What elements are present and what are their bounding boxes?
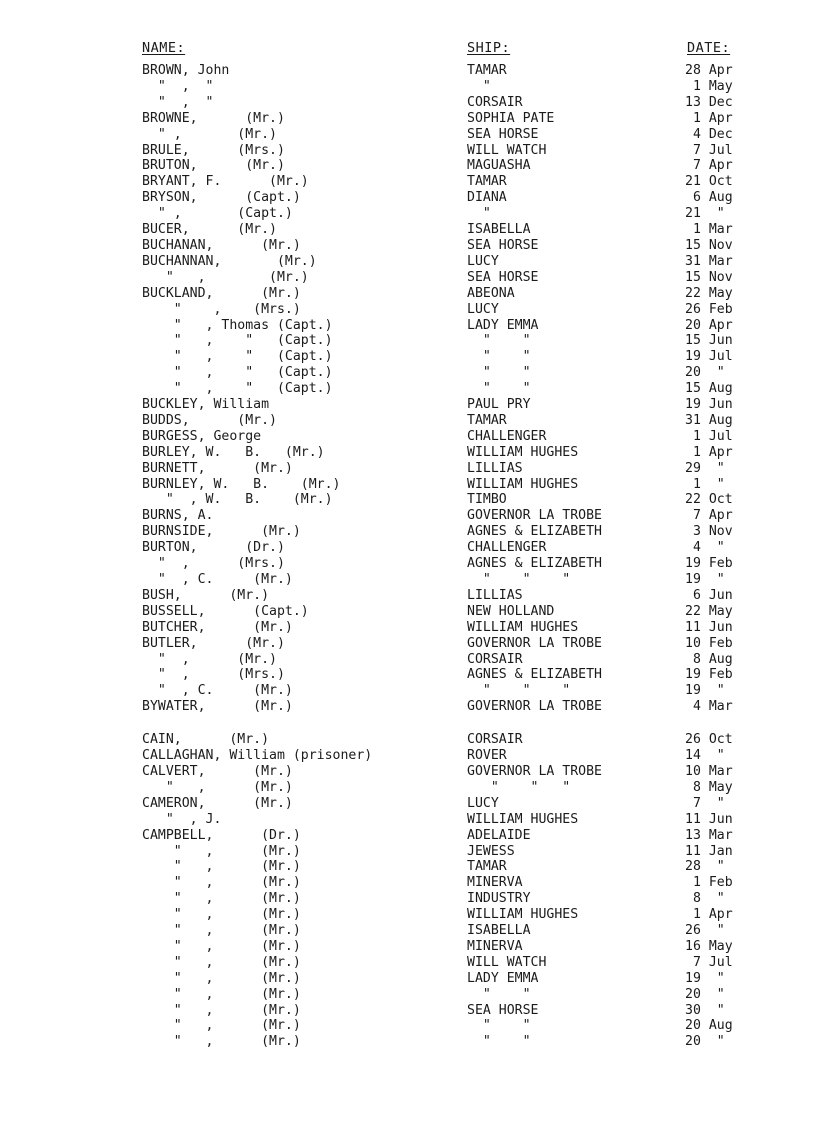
- passenger-name: " , (Mr.): [142, 1018, 301, 1034]
- ship-name: ": [467, 78, 491, 94]
- ship-name: WILLIAM HUGHES: [467, 619, 579, 635]
- arrival-date: 28 ": [685, 859, 725, 875]
- ship-name: WILLIAM HUGHES: [467, 476, 579, 492]
- arrival-date: 29 ": [685, 460, 725, 476]
- ship-name: WILL WATCH: [467, 142, 547, 158]
- ship-name: LILLIAS: [467, 460, 523, 476]
- arrival-date: 21 Oct: [685, 174, 733, 190]
- passenger-name: " , C. (Mr.): [142, 572, 293, 587]
- arrival-date: 28 Apr: [685, 63, 733, 78]
- name-column-header: NAME:: [142, 40, 186, 56]
- arrival-date: 19 Feb: [685, 556, 733, 572]
- passenger-name: BUCHANAN, (Mr.): [142, 237, 301, 253]
- list-row: [0, 732, 816, 748]
- list-row: [0, 844, 816, 860]
- arrival-date: 30 ": [685, 1002, 725, 1018]
- ship-name: CHALLENGER: [467, 540, 547, 556]
- list-row: [0, 79, 816, 95]
- ship-name: WILLIAM HUGHES: [467, 444, 579, 460]
- list-row: [0, 796, 816, 812]
- passenger-name: BRUTON, (Mr.): [142, 158, 285, 174]
- passenger-name: BURNLEY, W. B. (Mr.): [142, 476, 341, 492]
- arrival-date: 3 Nov: [685, 524, 733, 540]
- passenger-name: " , Thomas (Capt.): [142, 317, 333, 333]
- ship-name: SEA HORSE: [467, 269, 539, 285]
- passenger-name: BURLEY, W. B. (Mr.): [142, 444, 325, 460]
- arrival-date: 19 ": [685, 970, 725, 986]
- ship-name: GOVERNOR LA TROBE: [467, 763, 602, 779]
- passenger-name: CALVERT, (Mr.): [142, 763, 293, 779]
- list-row: [0, 524, 816, 540]
- ship-name: " ": [467, 1034, 531, 1050]
- passenger-name: " , (Mr.): [142, 859, 301, 875]
- ship-name: " " ": [467, 683, 571, 699]
- list-row: [0, 206, 816, 222]
- passenger-name: CAMERON, (Mr.): [142, 795, 293, 811]
- passenger-name: CAIN, (Mr.): [142, 732, 270, 748]
- ship-name: AGNES & ELIZABETH: [467, 524, 602, 540]
- arrival-date: 20 ": [685, 1034, 725, 1050]
- ship-name: TIMBO: [467, 492, 507, 508]
- passenger-name: BUCER, (Mr.): [142, 222, 277, 238]
- ship-name: " ": [467, 349, 531, 365]
- list-row: [0, 636, 816, 652]
- arrival-date: 20 Aug: [685, 1018, 733, 1034]
- date-column-header: DATE:: [687, 40, 731, 56]
- passenger-name: " , ": [142, 94, 214, 110]
- ship-name: ABEONA: [467, 285, 515, 301]
- passenger-name: " , (Mr.): [142, 938, 301, 954]
- passenger-name: " , (Mr.): [142, 779, 293, 795]
- passenger-name: " , W. B. (Mr.): [142, 492, 333, 508]
- passenger-name: BUCKLEY, William: [142, 397, 270, 413]
- passenger-name: " , (Mr.): [142, 269, 309, 285]
- arrival-date: 1 Apr: [685, 110, 733, 126]
- arrival-date: 1 Apr: [685, 907, 733, 923]
- list-row: [0, 764, 816, 780]
- passenger-name: BROWN, John: [142, 63, 230, 78]
- list-row: [0, 429, 816, 445]
- passenger-name: " , (Mr.): [142, 923, 301, 939]
- list-row: [0, 222, 816, 238]
- passenger-name: " , (Mr.): [142, 1034, 301, 1050]
- list-row: [0, 1034, 816, 1050]
- ship-name: " ": [467, 365, 531, 381]
- passenger-name: BURNSIDE, (Mr.): [142, 524, 301, 540]
- arrival-date: 15 Nov: [685, 269, 733, 285]
- passenger-name: " , (Capt.): [142, 206, 293, 222]
- arrival-date: 19 ": [685, 683, 725, 699]
- arrival-date: 14 ": [685, 748, 725, 764]
- ship-name: " ": [467, 986, 531, 1002]
- ship-name: CORSAIR: [467, 732, 523, 748]
- arrival-date: 15 Nov: [685, 237, 733, 253]
- ship-name: ISABELLA: [467, 222, 531, 238]
- list-row: [0, 174, 816, 190]
- passenger-list: [0, 63, 816, 1050]
- ship-name: PAUL PRY: [467, 397, 531, 413]
- ship-name: TAMAR: [467, 859, 507, 875]
- arrival-date: 11 Jun: [685, 619, 733, 635]
- ship-name: TAMAR: [467, 63, 507, 78]
- ship-name: SEA HORSE: [467, 237, 539, 253]
- list-row: [0, 1003, 816, 1019]
- list-row: [0, 1018, 816, 1034]
- passenger-name: " , " (Capt.): [142, 381, 333, 397]
- arrival-date: 4 Dec: [685, 126, 733, 142]
- ship-name: ADELAIDE: [467, 827, 531, 843]
- arrival-date: 7 Apr: [685, 508, 733, 524]
- ship-name: AGNES & ELIZABETH: [467, 556, 602, 572]
- list-row: [0, 875, 816, 891]
- ship-name: WILLIAM HUGHES: [467, 907, 579, 923]
- list-row: [0, 365, 816, 381]
- arrival-date: 15 Jun: [685, 333, 733, 349]
- arrival-date: 4 ": [685, 540, 725, 556]
- arrival-date: 22 Oct: [685, 492, 733, 508]
- arrival-date: 4 Mar: [685, 699, 733, 715]
- ship-name: MINERVA: [467, 938, 523, 954]
- ship-name: " ": [467, 381, 531, 397]
- passenger-name: BUCKLAND, (Mr.): [142, 285, 301, 301]
- arrival-date: 8 May: [685, 779, 733, 795]
- ship-name: SEA HORSE: [467, 1002, 539, 1018]
- passenger-name: " , (Mrs.): [142, 556, 285, 572]
- arrival-date: 21 ": [685, 206, 725, 222]
- arrival-date: 19 Feb: [685, 667, 733, 683]
- arrival-date: 7 ": [685, 795, 725, 811]
- passenger-name: BUSSELL, (Capt.): [142, 603, 309, 619]
- list-row: [0, 492, 816, 508]
- ship-name: JEWESS: [467, 843, 515, 859]
- list-row: [0, 143, 816, 159]
- arrival-date: 26 Feb: [685, 301, 733, 317]
- list-row: [0, 349, 816, 365]
- list-row: [0, 540, 816, 556]
- list-row: [0, 286, 816, 302]
- passenger-name: " , ": [142, 78, 214, 94]
- passenger-name: BUTCHER, (Mr.): [142, 619, 293, 635]
- list-row: [0, 445, 816, 461]
- arrival-date: 19 ": [685, 572, 725, 587]
- list-row: [0, 254, 816, 270]
- arrival-date: 7 Apr: [685, 158, 733, 174]
- arrival-date: 26 Oct: [685, 732, 733, 748]
- arrival-date: 1 Apr: [685, 444, 733, 460]
- list-row: [0, 190, 816, 206]
- list-row: [0, 939, 816, 955]
- arrival-date: 13 Dec: [685, 94, 733, 110]
- arrival-date: 19 Jun: [685, 397, 733, 413]
- arrival-date: 1 Jul: [685, 428, 733, 444]
- ship-name: NEW HOLLAND: [467, 603, 555, 619]
- arrival-date: 10 Mar: [685, 763, 733, 779]
- arrival-date: 20 Apr: [685, 317, 733, 333]
- list-row: [0, 748, 816, 764]
- list-row: [0, 63, 816, 79]
- list-row: [0, 812, 816, 828]
- list-row: [0, 923, 816, 939]
- arrival-date: 22 May: [685, 285, 733, 301]
- ship-name: " " ": [467, 572, 571, 587]
- passenger-name: " , (Mr.): [142, 843, 301, 859]
- ship-name: LUCY: [467, 301, 499, 317]
- passenger-name: " , " (Capt.): [142, 365, 333, 381]
- ship-name: " ": [467, 333, 531, 349]
- passenger-name: BURTON, (Dr.): [142, 540, 285, 556]
- arrival-date: 31 Aug: [685, 412, 733, 428]
- list-row: [0, 508, 816, 524]
- list-row: [0, 381, 816, 397]
- passenger-name: " , (Mr.): [142, 986, 301, 1002]
- list-row: [0, 891, 816, 907]
- list-row: [0, 111, 816, 127]
- ship-name: DIANA: [467, 190, 507, 206]
- ship-name: LADY EMMA: [467, 317, 539, 333]
- list-row: [0, 158, 816, 174]
- passenger-name: CALLAGHAN, William (prisoner): [142, 748, 373, 764]
- passenger-name: " , (Mr.): [142, 970, 301, 986]
- list-row: [0, 588, 816, 604]
- passenger-name: " , (Mr.): [142, 126, 277, 142]
- list-row: [0, 413, 816, 429]
- list-row: [0, 461, 816, 477]
- passenger-name: " , " (Capt.): [142, 333, 333, 349]
- list-row: [0, 477, 816, 493]
- passenger-name: " , (Mr.): [142, 891, 301, 907]
- list-row: [0, 270, 816, 286]
- list-row: [0, 780, 816, 796]
- arrival-date: 6 Aug: [685, 190, 733, 206]
- passenger-name: " , C. (Mr.): [142, 683, 293, 699]
- list-row: [0, 828, 816, 844]
- list-row: [0, 652, 816, 668]
- list-gap: [0, 715, 816, 732]
- ship-name: SOPHIA PATE: [467, 110, 555, 126]
- arrival-date: 16 May: [685, 938, 733, 954]
- list-row: [0, 955, 816, 971]
- ship-name: CORSAIR: [467, 94, 523, 110]
- list-row: [0, 556, 816, 572]
- arrival-date: 1 Feb: [685, 875, 733, 891]
- ship-name: WILL WATCH: [467, 954, 547, 970]
- list-row: [0, 238, 816, 254]
- passenger-name: BRULE, (Mrs.): [142, 142, 285, 158]
- passenger-name: BRYSON, (Capt.): [142, 190, 301, 206]
- passenger-name: " , (Mrs.): [142, 667, 285, 683]
- ship-name: ISABELLA: [467, 923, 531, 939]
- passenger-name: " , J.: [142, 811, 222, 827]
- ship-name: MINERVA: [467, 875, 523, 891]
- passenger-name: " , (Mr.): [142, 651, 277, 667]
- ship-name: TAMAR: [467, 412, 507, 428]
- ship-name: GOVERNOR LA TROBE: [467, 508, 602, 524]
- passenger-name: BUDDS, (Mr.): [142, 412, 277, 428]
- arrival-date: 1 ": [685, 476, 725, 492]
- arrival-date: 26 ": [685, 923, 725, 939]
- ship-name: TAMAR: [467, 174, 507, 190]
- arrival-date: 19 Jul: [685, 349, 733, 365]
- arrival-date: 11 Jun: [685, 811, 733, 827]
- passenger-name: " , (Mr.): [142, 907, 301, 923]
- passenger-name: BURGESS, George: [142, 428, 262, 444]
- ship-name: ": [467, 206, 491, 222]
- passenger-name: CAMPBELL, (Dr.): [142, 827, 301, 843]
- arrival-date: 7 Jul: [685, 954, 733, 970]
- list-row: [0, 318, 816, 334]
- passenger-name: BYWATER, (Mr.): [142, 699, 293, 715]
- arrival-date: 15 Aug: [685, 381, 733, 397]
- arrival-date: 1 Mar: [685, 222, 733, 238]
- list-row: [0, 620, 816, 636]
- arrival-date: 20 ": [685, 365, 725, 381]
- ship-name: AGNES & ELIZABETH: [467, 667, 602, 683]
- ship-name: " " ": [467, 779, 571, 795]
- passenger-name: " , (Mr.): [142, 1002, 301, 1018]
- ship-name: LILLIAS: [467, 587, 523, 603]
- list-row: [0, 95, 816, 111]
- list-row: [0, 604, 816, 620]
- arrival-date: 20 ": [685, 986, 725, 1002]
- ship-name: CHALLENGER: [467, 428, 547, 444]
- arrival-date: 1 May: [685, 78, 733, 94]
- ship-name: INDUSTRY: [467, 891, 531, 907]
- list-row: [0, 859, 816, 875]
- list-row: [0, 683, 816, 699]
- ship-name: GOVERNOR LA TROBE: [467, 699, 602, 715]
- list-row: [0, 907, 816, 923]
- list-row: [0, 127, 816, 143]
- passenger-name: " , " (Capt.): [142, 349, 333, 365]
- ship-name: " ": [467, 1018, 531, 1034]
- list-row: [0, 333, 816, 349]
- list-row: [0, 971, 816, 987]
- list-row: [0, 667, 816, 683]
- list-row: [0, 699, 816, 715]
- ship-name: LUCY: [467, 253, 499, 269]
- arrival-date: 11 Jan: [685, 843, 733, 859]
- passenger-name: BUSH, (Mr.): [142, 587, 270, 603]
- passenger-name: BURNS, A.: [142, 508, 214, 524]
- arrival-date: 10 Feb: [685, 635, 733, 651]
- list-row: [0, 572, 816, 588]
- ship-name: WILLIAM HUGHES: [467, 811, 579, 827]
- ship-name: ROVER: [467, 748, 507, 764]
- passenger-name: BUTLER, (Mr.): [142, 635, 285, 651]
- passenger-name: " , (Mr.): [142, 875, 301, 891]
- arrival-date: 8 ": [685, 891, 725, 907]
- passenger-name: BURNETT, (Mr.): [142, 460, 293, 476]
- list-row: [0, 397, 816, 413]
- ship-name: SEA HORSE: [467, 126, 539, 142]
- list-row: [0, 302, 816, 318]
- ship-name: LUCY: [467, 795, 499, 811]
- ship-name: CORSAIR: [467, 651, 523, 667]
- passenger-name: BRYANT, F. (Mr.): [142, 174, 309, 190]
- arrival-date: 13 Mar: [685, 827, 733, 843]
- ship-name: MAGUASHA: [467, 158, 531, 174]
- passenger-name: BROWNE, (Mr.): [142, 110, 285, 126]
- arrival-date: 6 Jun: [685, 587, 733, 603]
- arrival-date: 7 Jul: [685, 142, 733, 158]
- ship-column-header: SHIP:: [467, 40, 511, 56]
- ship-name: GOVERNOR LA TROBE: [467, 635, 602, 651]
- list-row: [0, 987, 816, 1003]
- arrival-date: 8 Aug: [685, 651, 733, 667]
- passenger-name: BUCHANNAN, (Mr.): [142, 253, 317, 269]
- arrival-date: 22 May: [685, 603, 733, 619]
- ship-name: LADY EMMA: [467, 970, 539, 986]
- passenger-name: " , (Mr.): [142, 954, 301, 970]
- arrival-date: 31 Mar: [685, 253, 733, 269]
- passenger-name: " , (Mrs.): [142, 301, 301, 317]
